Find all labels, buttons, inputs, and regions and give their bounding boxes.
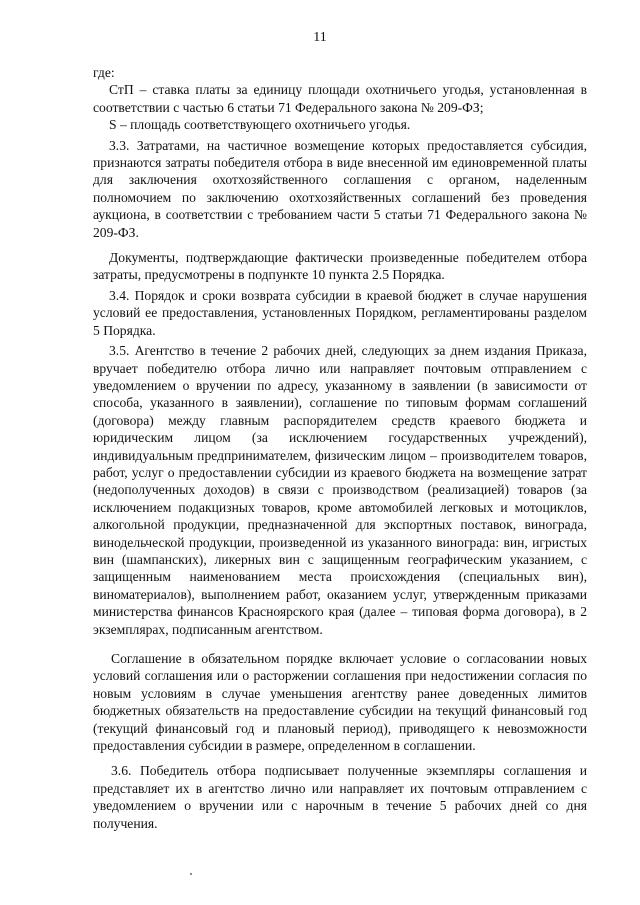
paragraph-stp-definition: СтП – ставка платы за единицу площади охотничьего угодья, установленная в соответствии с частью 6 статьи 71 Федерального закона № 209-ФЗ; bbox=[93, 82, 587, 115]
paragraph-agreement-condition: Соглашение в обязательном порядке включает условие о согласовании новых условий соглашения или о расторжении соглашения при недостижении согласия по новым условиям в случае уменьшения агентству ранее доведенных лимитов бюджетных обязательств на предоставление субсидии на текущий финансовый год (текущий финансовый год и плановый период), приводящего к невозможности предоставления субсидии в размере, определенном в соглашении. bbox=[93, 651, 587, 754]
paragraph-documents: Документы, подтверждающие фактически произведенные победителем отбора затраты, предусмотрены в подпункте 10 пункта 2.5 Порядка. bbox=[93, 250, 587, 283]
paragraph-3-4: 3.4. Порядок и сроки возврата субсидии в краевой бюджет в случае нарушения условий ее предоставления, установленных Порядком, регламентированы разделом 5 Порядка. bbox=[93, 287, 587, 338]
paragraph-where: где: bbox=[93, 65, 115, 80]
paragraph-3-6: 3.6. Победитель отбора подписывает полученные экземпляры соглашения и представляет их в агентство лично или направляет их почтовым отправлением с уведомлением о вручении или с нарочным в течение 5 рабочих дней со дня получения. bbox=[93, 763, 587, 831]
paragraph-3-5: 3.5. Агентство в течение 2 рабочих дней, следующих за днем издания Приказа, вручает победителю отбора лично или направляет почтовым отправлением с уведомлением о вручении по адресу, указанному в заявлении (в зависимости от способа, указанного в заявлении), соглашение по типовым формам соглашений (договора) между главным распорядителем средств краевого бюджета и юридическим лицом (за исключением государственных учреждений), индивидуальным предпринимателем, физическим лицом – производителем товаров, работ, услуг о предоставлении субсидии из краевого бюджета на возмещение затрат (недополученных доходов) в связи с производством (реализацией) товаров (за исключением подакцизных товаров, кроме автомобилей легковых и мотоциклов, алкогольной продукции, предназначенной для экспортных поставок, винограда, винодельческой продукции, произведенной из указанного винограда: вин, игристых вин (шампанских), ликерных вин с защищенным географическим указанием, с защищенным наименованием места происхождения (специальных вин), виноматериалов), выполнением работ, оказанием услуг, утвержденным приказами министерства финансов Красноярского края (далее – типовая форма договора), в 2 экземплярах, подписанным агентством. bbox=[93, 343, 587, 637]
document-body bbox=[93, 64, 587, 832]
paragraph-3-3: 3.3. Затратами, на частичное возмещение которых предоставляется субсидия, признаются затраты победителя отбора в виде внесенной им единовременной платы для заключения охотхозяйственного соглашения с органом, наделенным полномочием по заключению охотхозяйственных соглашений без проведения аукциона, в соответствии с требованием части 5 статьи 71 Федерального закона № 209-ФЗ. bbox=[93, 137, 587, 240]
page-number: 11 bbox=[313, 30, 327, 45]
scan-speck bbox=[190, 873, 192, 875]
paragraph-s-definition: S – площадь соответствующего охотничьего угодья. bbox=[109, 117, 411, 133]
